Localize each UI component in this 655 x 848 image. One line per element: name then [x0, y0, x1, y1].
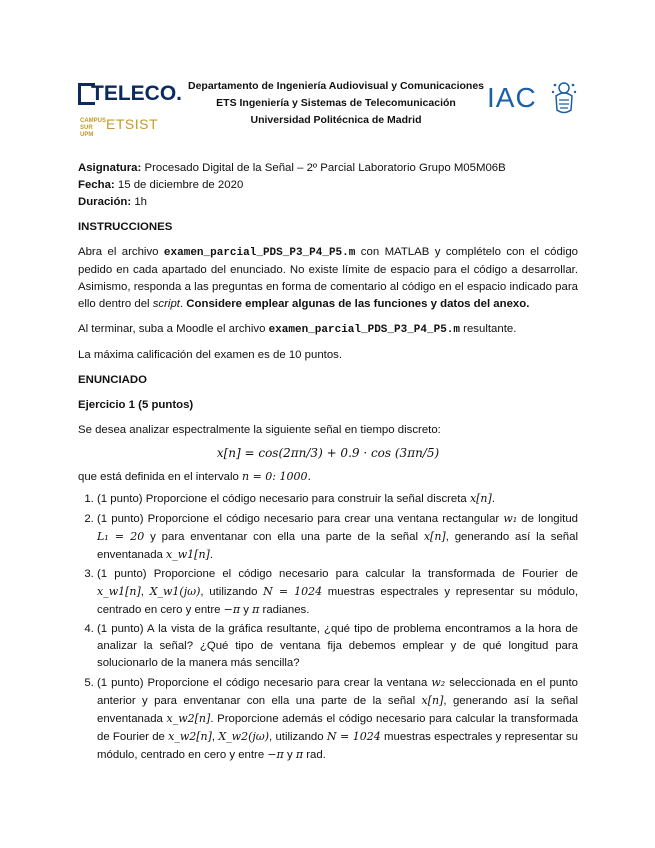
p1-bold-note: Considere emplear algunas de las funciones y datos del anexo.	[186, 298, 530, 310]
p2-text-b: resultante.	[460, 323, 517, 335]
list-item	[97, 621, 578, 672]
item-3-text-a: (1 punto) Proporcione el código necesario para calcular la transformada de Fourier de	[97, 568, 578, 580]
iac-logo	[487, 80, 579, 120]
item-1-text-a: (1 punto) Proporcione el código necesario para construir la señal discreta	[97, 493, 470, 505]
item-3-text-f: radianes.	[259, 604, 310, 616]
item-3-text-b: ,	[140, 586, 150, 598]
item-2-text-c: y para enventanar con ella una parte de la señal	[144, 531, 424, 543]
department-line-3: Universidad Politécnica de Madrid	[250, 114, 422, 126]
item-2-math-3: x[n]	[423, 530, 446, 543]
duration-line	[78, 194, 578, 211]
list-item	[97, 566, 578, 619]
item-3-math-3: N = 1024	[263, 585, 323, 598]
p1-text-b: con MATLAB y complételo con el código pedido en cada apartado del enunciado. No existe límite de espacio para el código a desarrollar. Asimismo, responda a las preguntas en forma de comentario al código en el espacio indicado para ello dentro del	[78, 246, 578, 310]
item-2-text-d: , generando así la señal enventanada	[97, 531, 579, 561]
item-2-text-e: .	[209, 549, 214, 561]
list-item	[97, 510, 578, 564]
exercise-intro: Se desea analizar espectralmente la siguiente señal en tiempo discreto:	[78, 424, 441, 436]
item-1-math-1: x[n]	[469, 492, 492, 505]
p2-filename: examen_parcial_PDS_P3_P4_P5.m	[268, 324, 461, 336]
interval-text: que está definida en el intervalo	[78, 471, 243, 483]
signal-formula: x[n] = cos(2πn/3) + 0.9 · cos (3πn/5)	[216, 446, 440, 460]
teleco-logo	[78, 82, 183, 138]
instructions-heading: INSTRUCCIONES	[78, 221, 173, 233]
interval-line	[78, 468, 578, 486]
item-5-math-3: x_w2[n]	[166, 712, 211, 725]
item-4-text-a: (1 punto) A la vista de la gráfica resultante, ¿qué tipo de problema encontramos a la hora de analizar la señal? ¿Qué tipo de ventana fija debemos emplear y de qué longitud para solucionarlo de la manera más sencilla?	[97, 623, 578, 669]
duration-value: 1h	[134, 196, 148, 208]
statement-heading: ENUNCIADO	[78, 374, 147, 386]
item-2-math-1: w₁	[503, 512, 518, 525]
date-label: Fecha:	[78, 179, 115, 191]
duration-label: Duración:	[78, 196, 132, 208]
page-header	[78, 78, 578, 138]
item-5-math-6: N = 1024	[326, 730, 381, 743]
item-2-text-a: (1 punto) Proporcione el código necesario para crear una ventana rectangular	[97, 513, 504, 525]
p1-script-word: script	[152, 298, 180, 310]
exercise-items	[78, 490, 578, 764]
item-5-math-4: x_w2[n]	[168, 730, 212, 743]
item-5-math-8: π	[295, 748, 304, 761]
subject-label: Asignatura:	[78, 162, 142, 174]
item-5-math-7: −π	[267, 748, 284, 761]
item-5-text-g: muestras espectrales y representar su módulo, centrado en cero y entre	[97, 731, 579, 761]
teleco-logo-text	[78, 82, 182, 106]
instructions-paragraph-2	[78, 321, 578, 339]
etsist-label: ETSIST	[106, 116, 159, 132]
subject-line	[78, 160, 578, 177]
interval-math: n = 0: 1000.	[242, 470, 312, 483]
item-5-math-5: X_w2(jω)	[218, 730, 270, 743]
item-5-text-i: rad.	[303, 749, 326, 761]
teleco-word: TELECO.	[91, 82, 183, 105]
item-3-text-d: muestras espectrales y representar su módulo, centrado en cero y entre	[97, 586, 578, 616]
date-line	[78, 177, 578, 194]
exam-content	[78, 160, 578, 766]
item-5-math-1: w₂	[431, 676, 446, 689]
item-3-math-2: X_w1(jω)	[149, 585, 201, 598]
department-line-2: ETS Ingeniería y Sistemas de Telecomunicación	[216, 97, 456, 109]
iac-logo-text: IAC	[487, 82, 537, 113]
item-2-text-b: de longitud	[517, 513, 578, 525]
subject-value: Procesado Digital de la Señal – 2º Parcial Laboratorio Grupo M05M06B	[144, 162, 506, 174]
list-item	[97, 674, 578, 764]
item-5-text-d: . Proporcione además el código necesario para calcular la transformada de Fourier de	[97, 713, 578, 743]
department-block	[186, 78, 486, 129]
item-5-text-c: , generando así la señal enventanada	[97, 695, 578, 725]
item-2-math-4: x_w1[n]	[166, 548, 210, 561]
item-2-math-2: L₁ = 20	[97, 530, 145, 543]
item-3-math-1: x_w1[n]	[97, 585, 141, 598]
item-5-text-e: ,	[211, 731, 219, 743]
item-5-text-b: seleccionada en el punto anterior y para enventanar con ella una parte de la señal	[97, 677, 578, 707]
campus-label: CAMPUS SUR UPM	[80, 118, 107, 138]
list-item	[97, 490, 578, 508]
item-3-text-c: , utilizando	[200, 586, 264, 598]
p1-text-a: Abra el archivo	[78, 246, 164, 258]
department-line-1: Departamento de Ingeniería Audiovisual y Comunicaciones	[187, 80, 484, 92]
item-1-text-b: .	[491, 493, 495, 505]
instructions-paragraph-1	[78, 244, 578, 313]
date-value: 15 de diciembre de 2020	[117, 179, 244, 191]
item-5-text-a: (1 punto) Proporcione el código necesario para crear la ventana	[97, 677, 432, 689]
p2-text-a: Al terminar, suba a Moodle el archivo	[78, 323, 269, 335]
p1-filename: examen_parcial_PDS_P3_P4_P5.m	[163, 247, 356, 259]
item-3-text-e: y	[240, 604, 253, 616]
item-5-text-h: y	[283, 749, 296, 761]
item-3-math-4: −π	[223, 603, 241, 616]
p1-text-c: .	[179, 298, 187, 310]
upm-crest-icon	[551, 80, 577, 116]
teleco-bracket-icon	[78, 83, 95, 105]
instructions-paragraph-3: La máxima calificación del examen es de 10 puntos.	[78, 349, 343, 361]
item-3-math-5: π	[252, 603, 260, 616]
exercise-title: Ejercicio 1 (5 puntos)	[78, 399, 194, 411]
item-5-math-2: x[n]	[421, 694, 444, 707]
item-5-text-f: , utilizando	[269, 731, 327, 743]
